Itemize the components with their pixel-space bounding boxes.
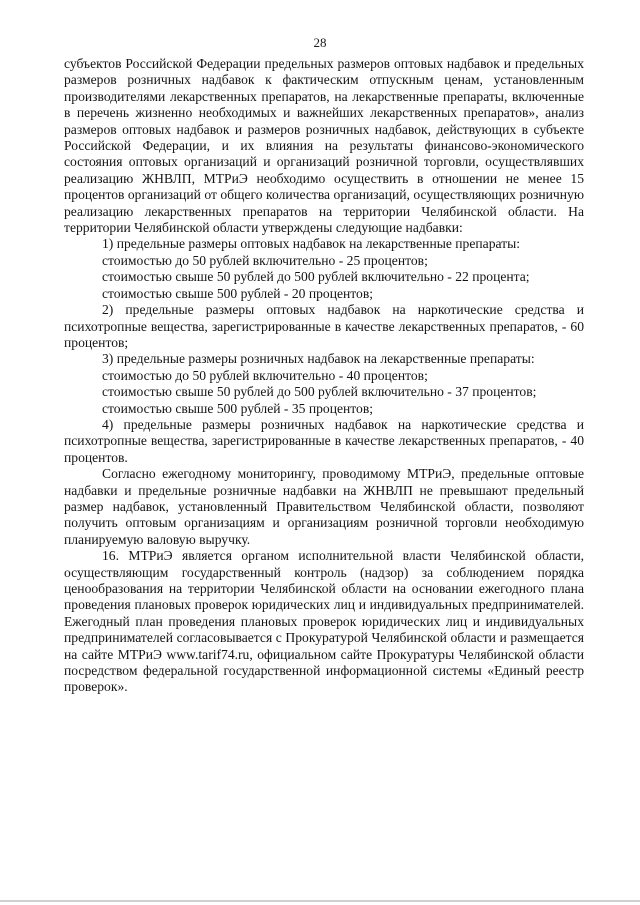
list-item-narcotic-retail: 4) предельные размеры розничных надбавок на наркотические средства и психотропные вещества, зарегистрированные в качестве лекарственных препаратов, - 40 процентов. bbox=[64, 416, 584, 465]
retail-tier-1: стоимостью до 50 рублей включительно - 40 процентов; bbox=[102, 367, 428, 383]
paragraph-16: 16. МТРиЭ является органом исполнительной власти Челябинской области, осуществляющим государственный контроль (надзор) за соблюдением порядка ценообразования на территории Челябинской области на основании ежегодного плана проведения плановых проверок юридических лиц и индивидуальных предпринимателей. Ежегодный план проведения плановых проверок юридических лиц и индивидуальных предпринимателей согласовывается с Прокуратурой Челябинской области и размещается на сайте МТРиЭ www.tarif74.ru, официальном сайте Прокуратуры Челябинской области посредством федеральной государственной информационной системы «Единый реестр проверок». bbox=[64, 548, 584, 695]
retail-tier-2: стоимостью свыше 50 рублей до 500 рублей включительно - 37 процентов; bbox=[102, 384, 537, 400]
list-item-narcotic-wholesale: 2) предельные размеры оптовых надбавок на наркотические средства и психотропные вещества, зарегистрированные в качестве лекарственных препаратов, - 60 процентов; bbox=[64, 302, 584, 350]
paragraph-monitoring: Согласно ежегодному мониторингу, проводимому МТРиЭ, предельные оптовые надбавки и предельные розничные надбавки на ЖНВЛП не превышают предельный размер надбавок, установленный Правительством Челябинской области, позволяют получить оптовым организациям и организациям розничной торговли необходимую планируемую валовую выручку. bbox=[64, 466, 584, 547]
wholesale-tier-2: стоимостью свыше 50 рублей до 500 рублей включительно - 22 процента; bbox=[102, 269, 530, 285]
page-bottom-edge bbox=[0, 900, 640, 902]
retail-tier-3: стоимостью свыше 500 рублей - 35 процентов; bbox=[102, 400, 374, 416]
list-item-wholesale-markups: 1) предельные размеры оптовых надбавок на лекарственные препараты: bbox=[102, 236, 521, 252]
document-body bbox=[64, 56, 584, 696]
page-number: 28 bbox=[313, 35, 327, 50]
wholesale-tier-3: стоимостью свыше 500 рублей - 20 процентов; bbox=[102, 285, 374, 301]
wholesale-tier-1: стоимостью до 50 рублей включительно - 25 процентов; bbox=[102, 252, 428, 268]
paragraph-continuation: субъектов Российской Федерации предельных размеров оптовых надбавок и предельных размеров розничных надбавок к фактическим отпускным ценам, установленным производителями лекарственных препаратов, на лекарственные препараты, включенные в перечень жизненно необходимых и важнейших лекарственных препаратов», анализ размеров оптовых надбавок и размеров розничных надбавок, действующих в субъекте Российской Федерации, и их влияния на результаты финансово-экономического состояния оптовых организаций и организаций розничной торговли, осуществлявших реализацию ЖНВЛП, МТРиЭ необходимо осуществить в отношении не менее 15 процентов организаций от общего количества организаций, осуществляющих розничную реализацию лекарственных препаратов на территории Челябинской области. На территории Челябинской области утверждены следующие надбавки: bbox=[64, 56, 584, 236]
list-item-retail-markups: 3) предельные размеры розничных надбавок на лекарственные препараты: bbox=[102, 351, 535, 367]
